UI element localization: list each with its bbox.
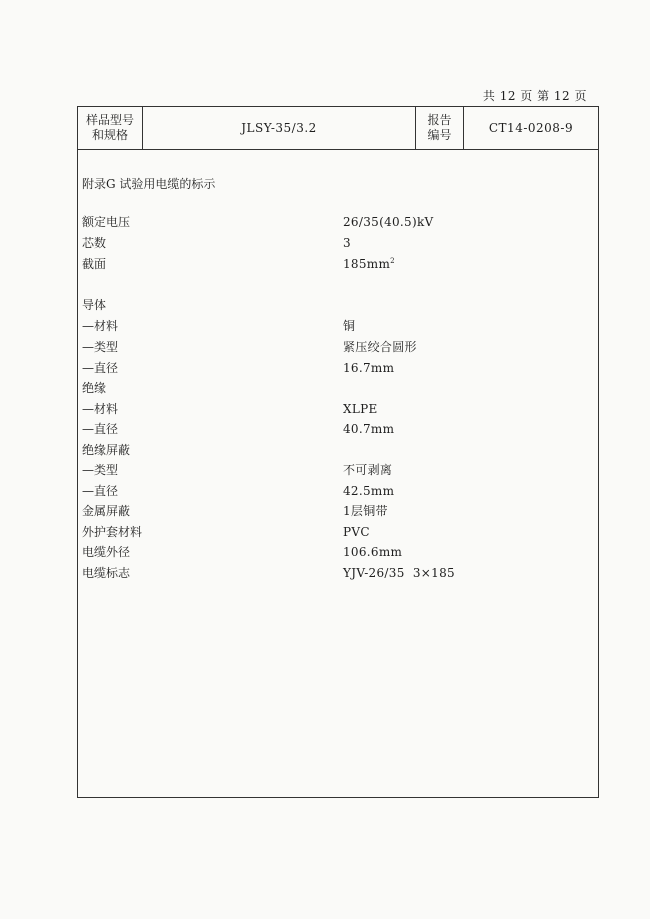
- spec-label: —类型: [82, 463, 119, 477]
- spec-row: [82, 502, 582, 520]
- spec-value: 16.7mm: [343, 361, 395, 375]
- spec-value: 106.6mm: [343, 545, 403, 559]
- spec-row: [82, 213, 582, 231]
- report-frame: [77, 106, 599, 798]
- spec-label: 芯数: [82, 236, 107, 250]
- spec-row: [82, 317, 582, 335]
- spec-label: 绝缘屏蔽: [82, 443, 131, 457]
- spec-label: 电缆标志: [82, 566, 131, 580]
- unit-superscript: 2: [390, 257, 395, 265]
- spec-row: [82, 338, 582, 356]
- spec-value: 铜: [343, 319, 356, 333]
- cross-section-value: 185mm: [343, 257, 391, 271]
- spec-row: [82, 523, 582, 541]
- spec-row: [82, 255, 582, 273]
- spec-row: [82, 400, 582, 418]
- spec-label: 外护套材料: [82, 525, 143, 539]
- report-label-cell: [416, 107, 464, 149]
- spec-row: [82, 359, 582, 377]
- model-label-line1: 样品型号: [85, 113, 134, 127]
- model-value: JLSY-35/3.2: [143, 107, 416, 149]
- report-number: CT14-0208-9: [488, 120, 574, 135]
- spec-row: [82, 461, 582, 479]
- spec-label: —材料: [82, 319, 119, 333]
- spec-label: —直径: [82, 361, 119, 375]
- model-label-line2: 和规格: [91, 128, 128, 142]
- spec-value: PVC: [343, 525, 370, 539]
- report-label-line1: 报告: [427, 113, 452, 127]
- spec-label: 额定电压: [82, 215, 131, 229]
- spec-value: YJV-26/35 3×185: [343, 566, 455, 580]
- spec-value: 26/35(40.5)kV: [343, 215, 434, 229]
- model-label-cell: [78, 107, 143, 149]
- spec-row: [82, 543, 582, 561]
- spec-row: [82, 420, 582, 438]
- spec-value: XLPE: [343, 402, 378, 416]
- spec-row: [82, 379, 582, 397]
- spec-label: 截面: [82, 257, 107, 271]
- appendix-title: 附录G 试验用电缆的标示: [82, 177, 216, 191]
- spec-value: [343, 255, 395, 273]
- spec-label: 金属屏蔽: [82, 504, 131, 518]
- spec-row: [82, 441, 582, 459]
- spec-value: 42.5mm: [343, 484, 395, 498]
- spec-label: —材料: [82, 402, 119, 416]
- spec-label: 导体: [82, 298, 107, 312]
- spec-label: 绝缘: [82, 381, 107, 395]
- report-label-line2: 编号: [427, 128, 452, 142]
- spec-value: 40.7mm: [343, 422, 395, 436]
- spec-label: —直径: [82, 484, 119, 498]
- header-row: [78, 107, 598, 150]
- spec-row: [82, 296, 582, 314]
- spec-label: —直径: [82, 422, 119, 436]
- spec-label: 电缆外径: [82, 545, 131, 559]
- spec-value: 1层铜带: [343, 504, 388, 518]
- spec-row: [82, 234, 582, 252]
- spec-row: [82, 564, 582, 582]
- spec-value: 紧压绞合圆形: [343, 340, 417, 354]
- spec-value: 不可剥离: [343, 463, 393, 477]
- spec-label: —类型: [82, 340, 119, 354]
- page-counter: 共 12 页 第 12 页: [482, 89, 587, 103]
- spec-value: 3: [343, 236, 351, 250]
- spec-row: [82, 482, 582, 500]
